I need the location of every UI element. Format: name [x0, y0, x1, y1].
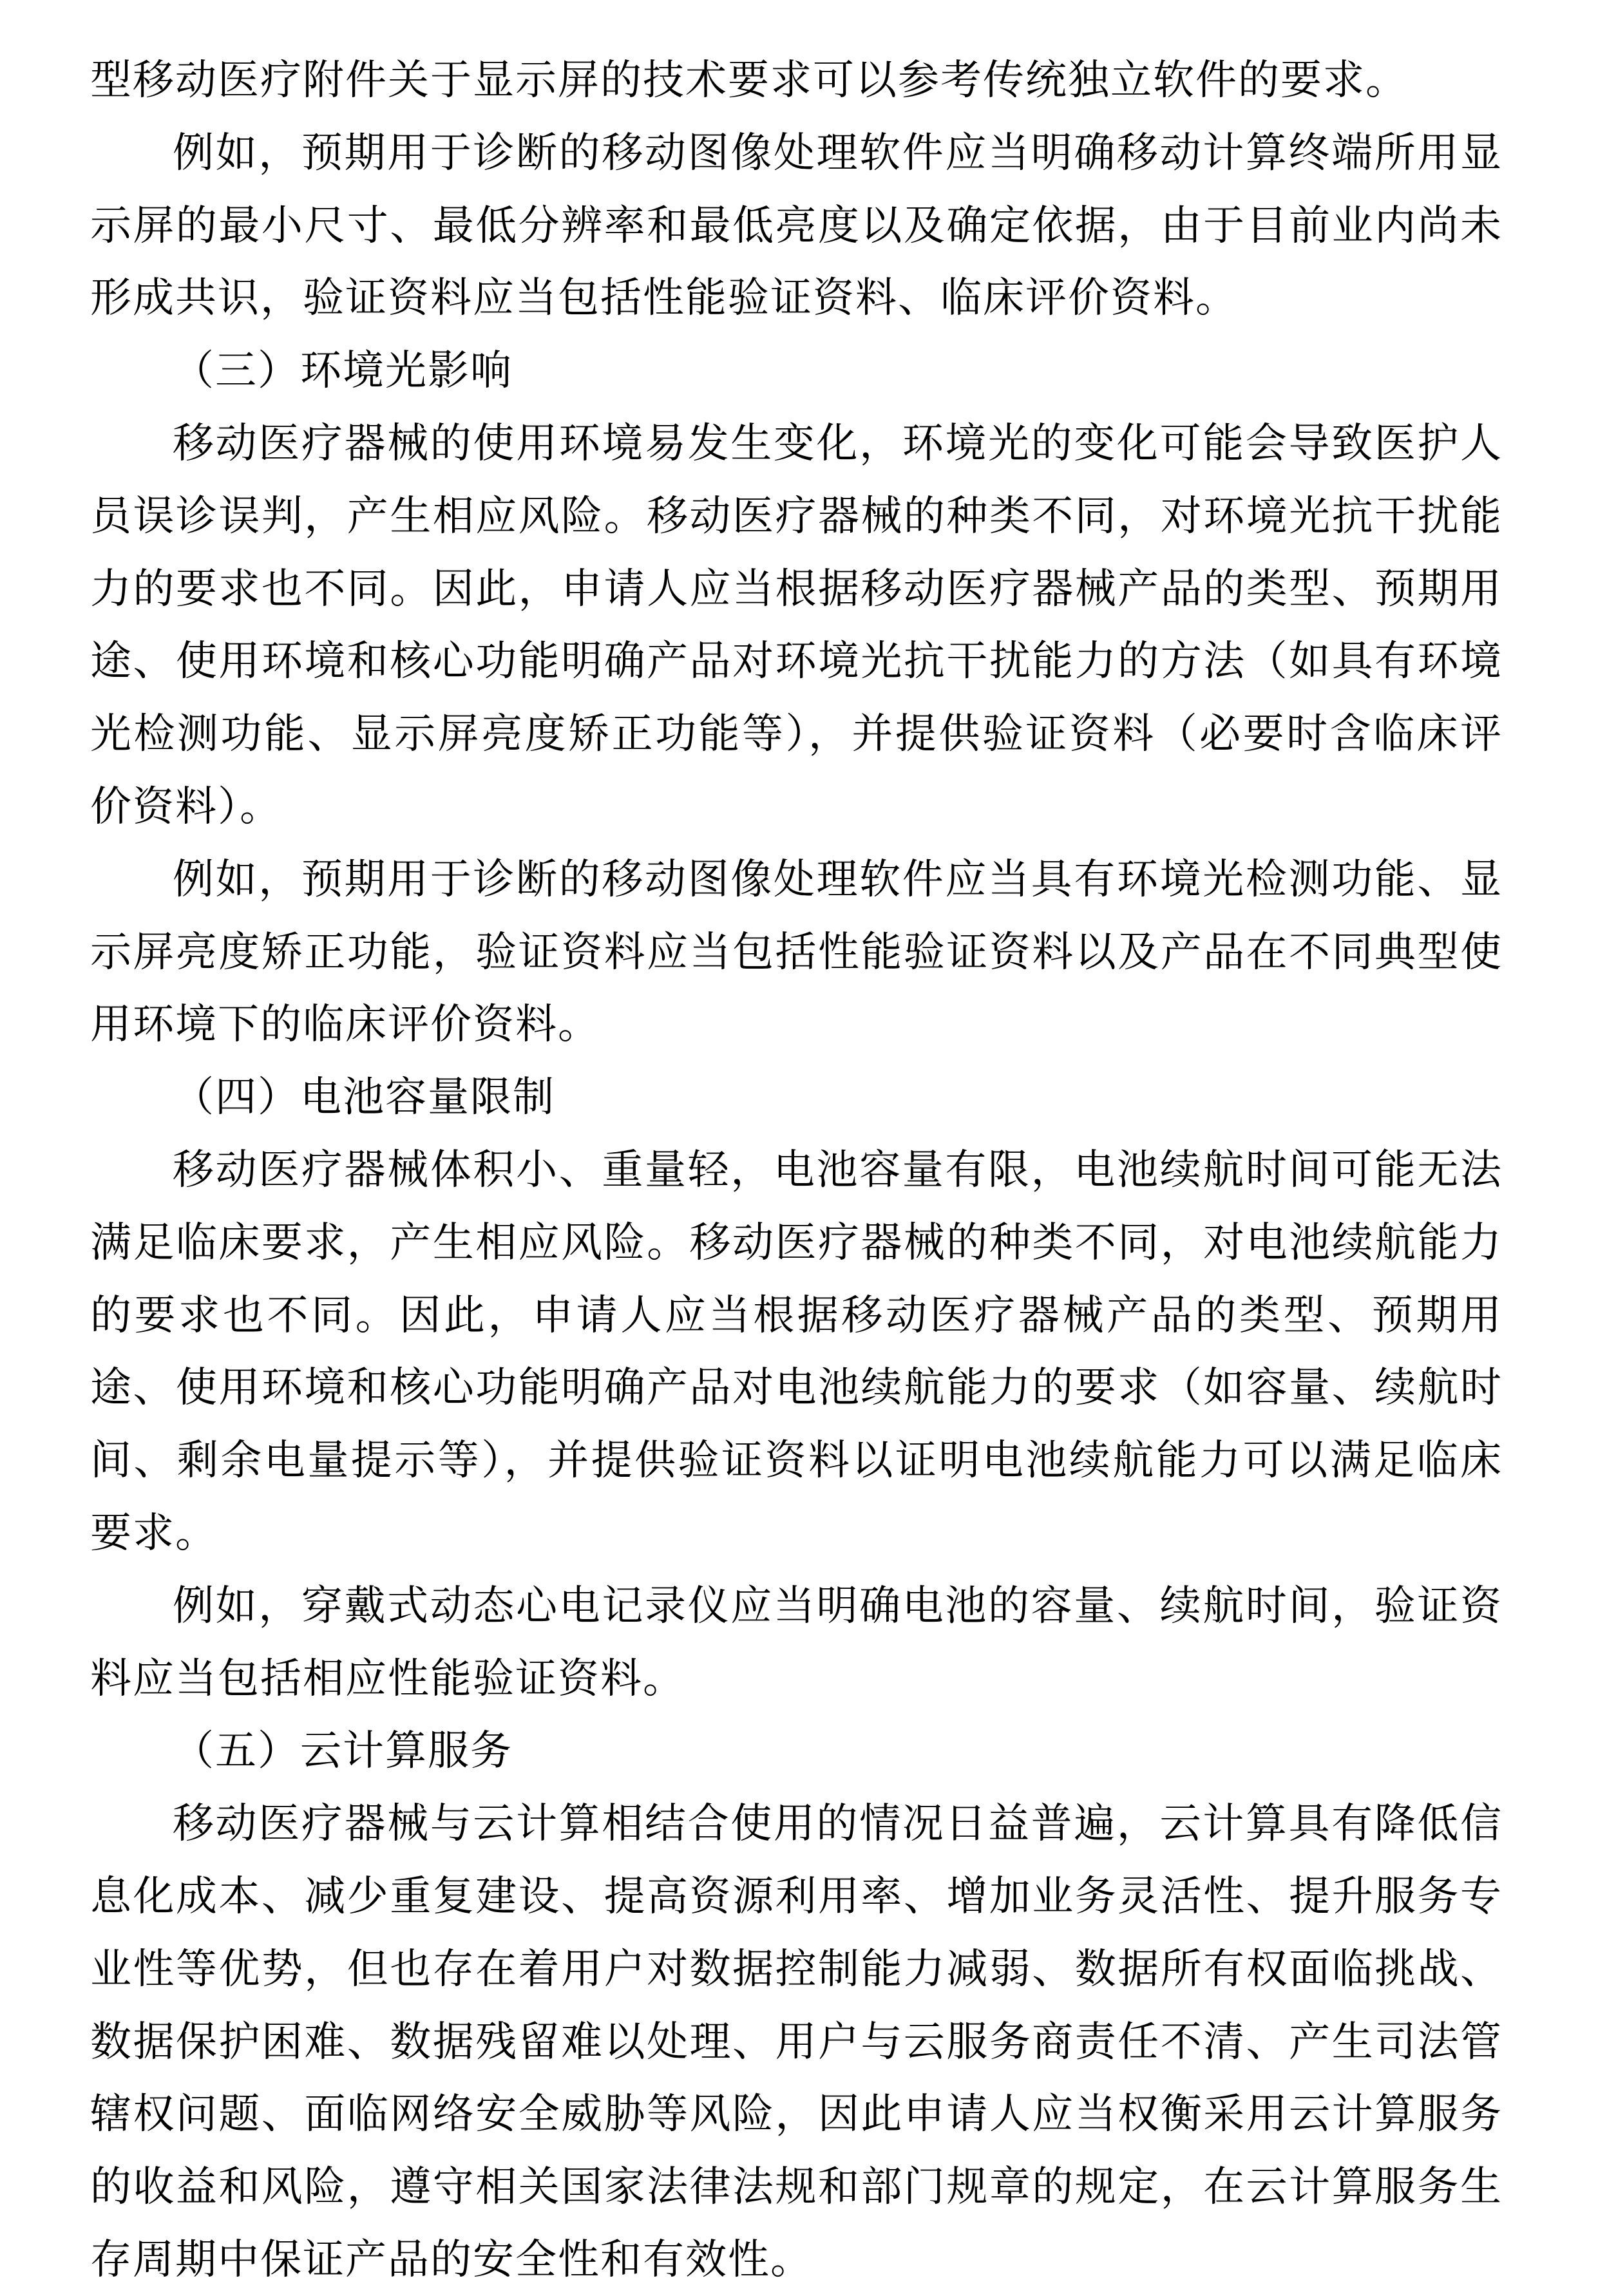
section-heading-4: （四）电池容量限制 [173, 1074, 555, 1121]
paragraph-body: 例如，穿戴式动态心电记录仪应当明确电池的容量、续航时间，验证资料应当包括相应性能验证资料。 [90, 1582, 1503, 1702]
section-heading-3: （三）环境光影响 [173, 347, 513, 394]
paragraph-body: 移动医疗器械的使用环境易发生变化，环境光的变化可能会导致医护人员误诊误判，产生相应风险。移动医疗器械的种类不同，对环境光抗干扰能力的要求也不同。因此，申请人应当根据移动医疗器械产品的类型、预期用途、使用环境和核心功能明确产品对环境光抗干扰能力的方法（如具有环境光检测功能、显示屏亮度矫正功能等），并提供验证资料（必要时含临床评价资料）。 [90, 419, 1503, 830]
paragraph-body: 移动医疗器械体积小、重量轻，电池容量有限，电池续航时间可能无法满足临床要求，产生相应风险。移动医疗器械的种类不同，对电池续航能力的要求也不同。因此，申请人应当根据移动医疗器械产品的类型、预期用途、使用环境和核心功能明确产品对电池续航能力的要求（如容量、续航时间、剩余电量提示等），并提供验证资料以证明电池续航能力可以满足临床要求。 [90, 1146, 1503, 1556]
paragraph-body: 移动医疗器械与云计算相结合使用的情况日益普遍，云计算具有降低信息化成本、减少重复建设、提高资源利用率、增加业务灵活性、提升服务专业性等优势，但也存在着用户对数据控制能力减弱、数据所有权面临挑战、数据保护困难、数据残留难以处理、用户与云服务商责任不清、产生司法管辖权问题、面临网络安全威胁等风险，因此申请人应当权衡采用云计算服务的收益和风险，遵守相关国家法律法规和部门规章的规定，在云计算服务生存周期中保证产品的安全性和有效性。 [90, 1800, 1503, 2282]
paragraph-body-continuation: 型移动医疗附件关于显示屏的技术要求可以参考传统独立软件的要求。 [90, 57, 1408, 103]
section-heading-5: （五）云计算服务 [173, 1727, 513, 1774]
paragraph-body: 例如，预期用于诊断的移动图像处理软件应当具有环境光检测功能、显示屏亮度矫正功能，验证资料应当包括性能验证资料以及产品在不同典型使用环境下的临床评价资料。 [90, 855, 1503, 1048]
paragraph-body: 例如，预期用于诊断的移动图像处理软件应当明确移动计算终端所用显示屏的最小尺寸、最低分辨率和最低亮度以及确定依据，由于目前业内尚未形成共识，验证资料应当包括性能验证资料、临床评价资料。 [90, 129, 1503, 321]
